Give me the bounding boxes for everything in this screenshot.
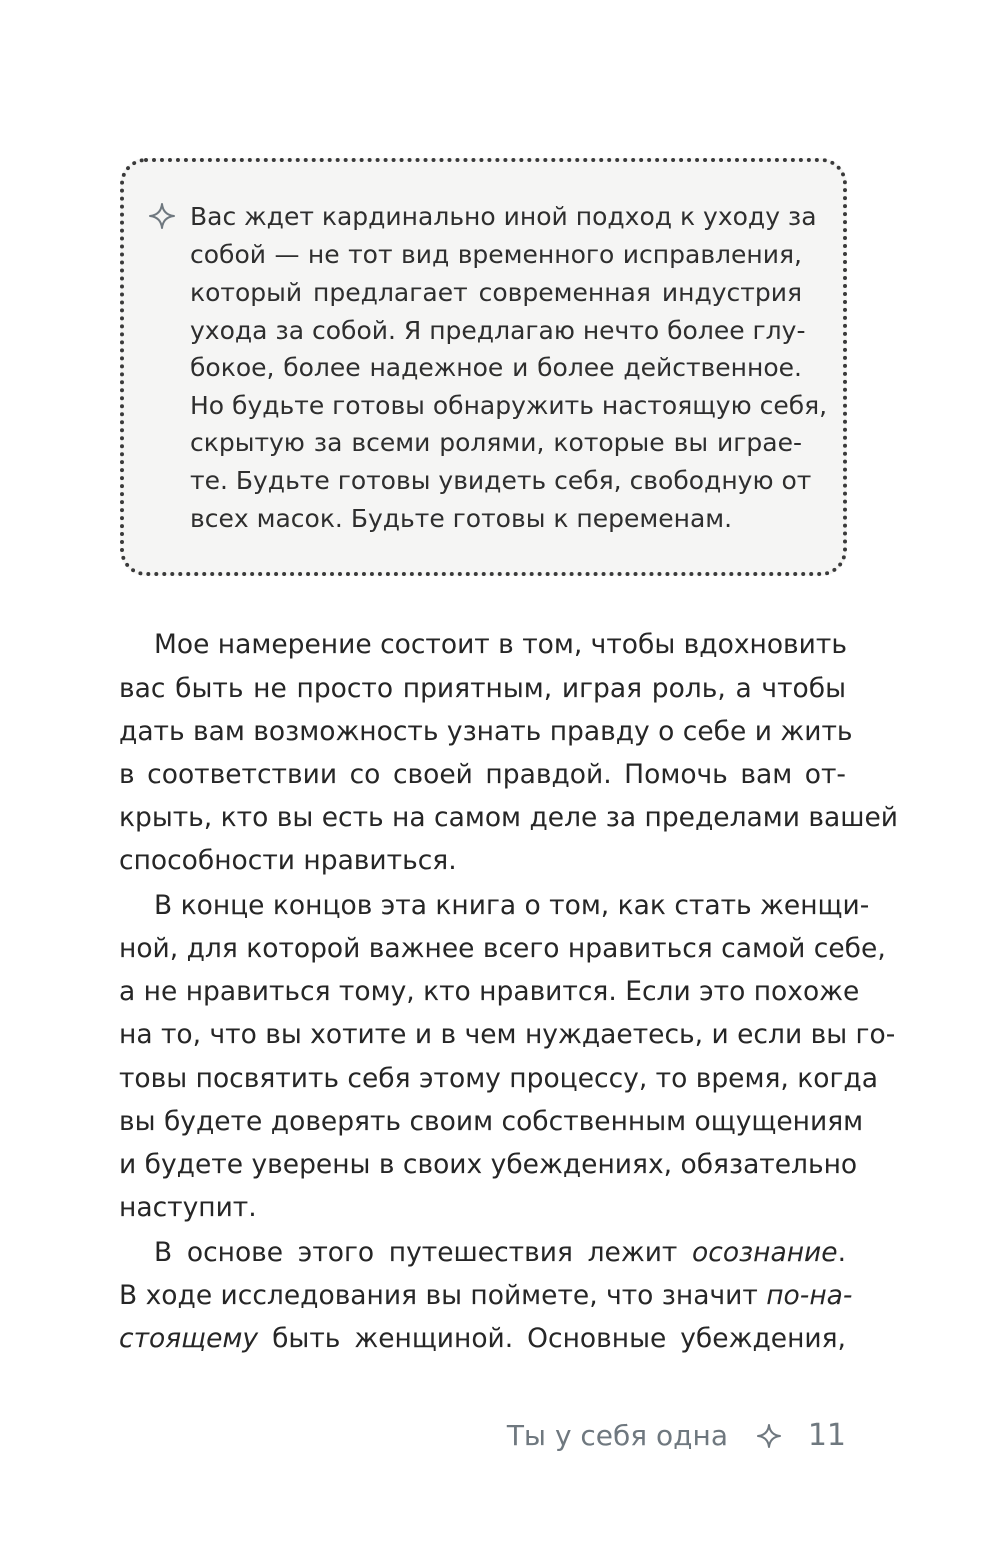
page-number: 11 [807,1418,846,1453]
paragraph-line [119,1323,846,1355]
callout-line: ухода за собой. Я предлагаю нечто более глу- [190,316,806,345]
text-run: . [837,1237,846,1268]
italic-text-run [692,1237,846,1268]
paragraph-line [119,1280,853,1312]
callout-line: скрытую за всеми ролями, которые вы играе- [190,428,802,457]
italic-term: осознание [692,1237,838,1268]
callout-line: всех масок. Будьте готовы к переменам. [190,504,733,533]
paragraph-line: Мое намерение состоит в том, чтобы вдохновить [154,629,847,660]
running-footer-title: Ты у себя одна [506,1419,728,1452]
callout-box [120,158,847,576]
italic-term: по-на- [766,1280,853,1311]
paragraph-line: крыть, кто вы есть на самом деле за пределами вашей [119,802,899,833]
paragraph-line: дать вам возможность узнать правду о себе и жить [119,716,853,747]
four-point-star-icon [756,1423,782,1449]
paragraph-line: вас быть не просто приятным, играя роль, а чтобы [119,673,846,704]
paragraph-line [154,1237,846,1269]
callout-line: те. Будьте готовы увидеть себя, свободную от [190,466,812,495]
text-run: быть женщиной. Основные убеждения, [272,1323,846,1354]
paragraph-line: товы посвятить себя этому процессу, то время, когда [119,1063,878,1094]
paragraph-line: наступит. [119,1192,257,1223]
text-run: В основе этого путешествия лежит [154,1237,678,1268]
paragraph-line: В конце концов эта книга о том, как стать женщи- [154,890,870,921]
text-run: В ходе исследования вы поймете, что значит [119,1280,758,1311]
callout-line: Но будьте готовы обнаружить настоящую себя, [190,391,828,420]
paragraph-line: и будете уверены в своих убеждениях, обязательно [119,1149,858,1180]
callout-line: собой — не тот вид временного исправления, [190,240,802,269]
paragraph-line: ной, для которой важнее всего нравиться самой себе, [119,933,886,964]
paragraph-line: вы будете доверять своим собственным ощущениям [119,1106,864,1137]
italic-term: стоящему [119,1323,259,1354]
paragraph-line: а не нравиться тому, кто нравится. Если это похоже [119,976,860,1007]
callout-line: который предлагает современная индустрия [190,278,802,307]
paragraph-line: на то, что вы хотите и в чем нуждаетесь, и если вы го- [119,1019,896,1050]
callout-line: бокое, более надежное и более действенное. [190,353,802,382]
paragraph-line: способности нравиться. [119,845,457,876]
paragraph-line: в соответствии со своей правдой. Помочь вам от- [119,759,846,790]
four-point-star-icon [148,202,176,230]
callout-line: Вас ждет кардинально иной подход к уходу за [190,202,817,231]
